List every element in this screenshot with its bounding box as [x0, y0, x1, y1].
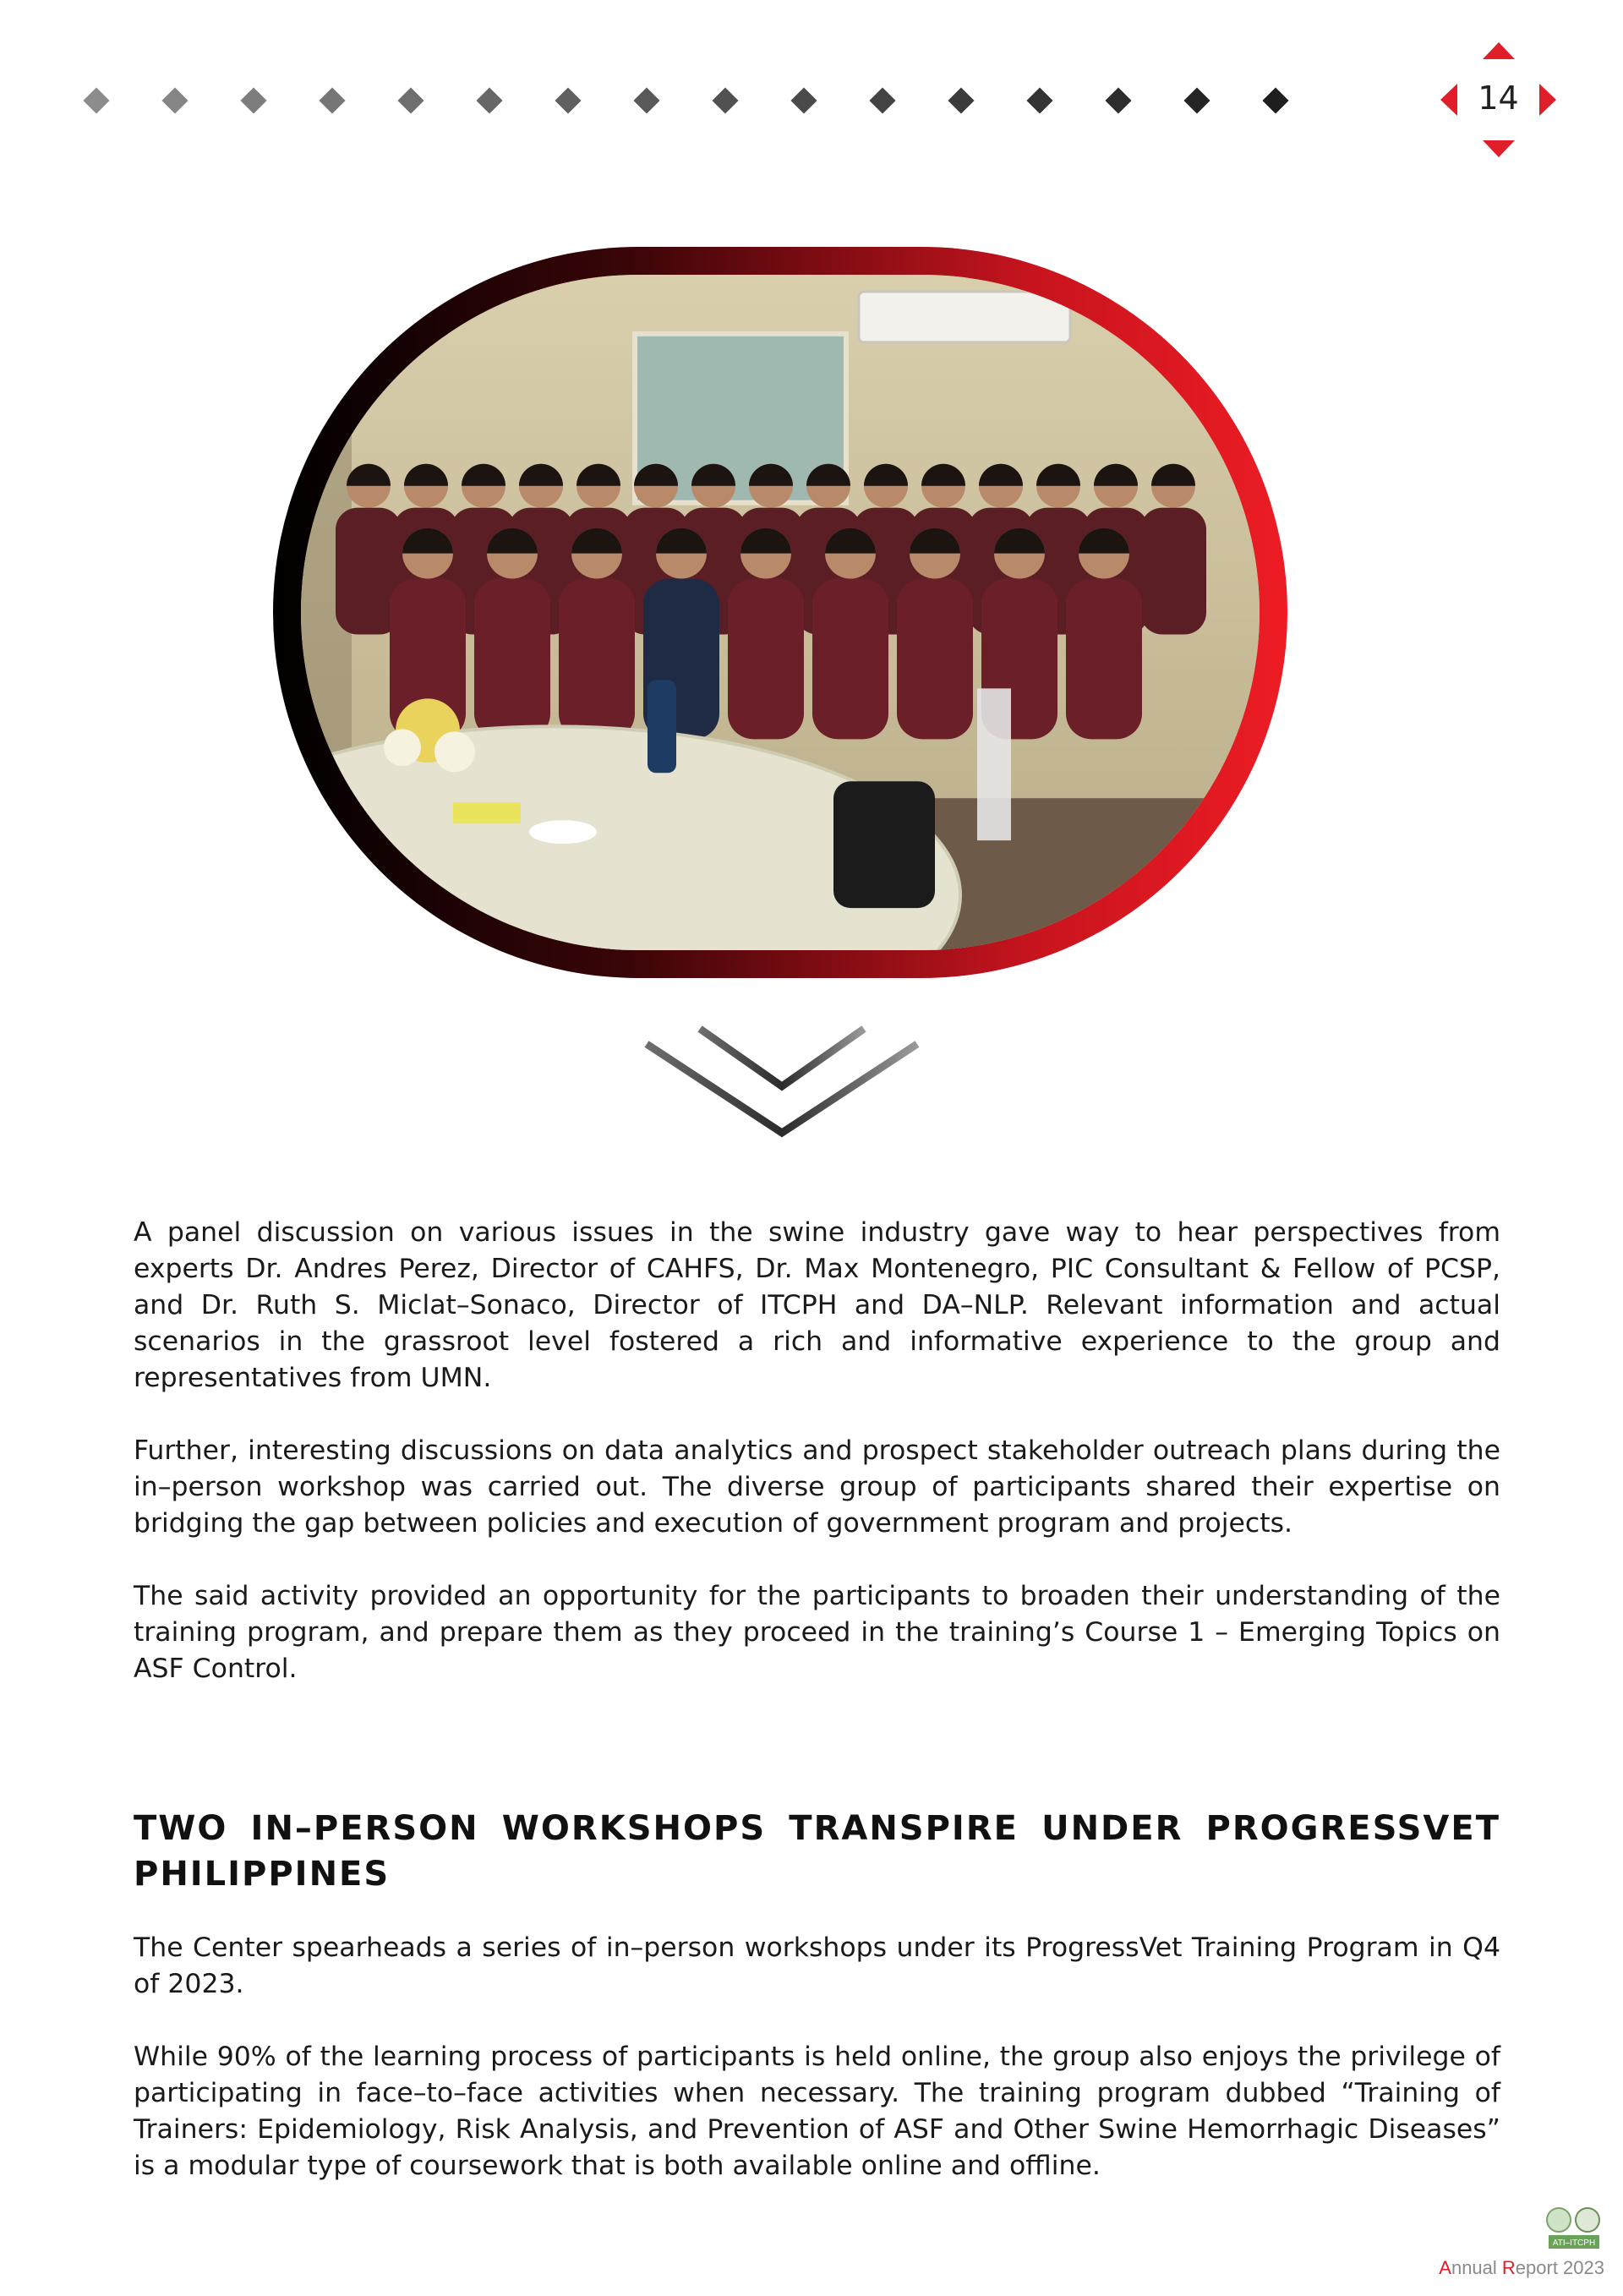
- paragraph-training-program: While 90% of the learning process of participants is held online, the group also enjoys the privilege of participating in face–to–face activities when necessary. The training program dubbed “Training of Trainers: Epidemiology, Risk Analysis, and Prevention of ASF and Other Swine Hemorrhagic Diseases” is a modular type of coursework that is both available online and offline.: [134, 2042, 1500, 2181]
- diamond-icon: [161, 87, 188, 113]
- arrow-down-icon: [1483, 140, 1515, 157]
- chevron-down-icon: [642, 1019, 921, 1141]
- person-body: [474, 579, 550, 740]
- report-word-rest: eport 2023: [1515, 2257, 1604, 2278]
- person-body: [728, 579, 804, 740]
- section-heading: TWO IN–PERSON WORKSHOPS TRANSPIRE UNDER PROGRESSVET PHILIPPINES: [134, 1809, 1500, 1894]
- report-letter-a: A: [1439, 2257, 1451, 2278]
- diamond-icon: [712, 87, 738, 113]
- paragraph-panel-discussion: A panel discussion on various issues in the swine industry gave way to hear perspectives from experts Dr. Andres Perez, Director of CAHFS, Dr. Max Montenegro, PIC Consultant & Fellow of PCSP, and Dr. Ruth S. Miclat–Sonaco, Director of ITCPH and DA–NLP. Relevant information and actual scenarios in the grassroot level fostered a rich and informative experience to the group and representatives from UMN.: [134, 1217, 1500, 1393]
- diamond-icon: [319, 87, 345, 113]
- person-body: [1140, 508, 1206, 635]
- group-photo-illustration: [301, 275, 1260, 950]
- page-number-navigator: [1437, 39, 1560, 161]
- decorative-diamond-row: [87, 85, 1287, 118]
- diamond-icon: [948, 87, 974, 113]
- organization-logos: [1540, 2206, 1608, 2253]
- person-body: [1066, 579, 1142, 740]
- diamond-icon: [555, 87, 581, 113]
- hero-photo-frame: [273, 247, 1287, 978]
- diamond-icon: [1262, 87, 1288, 113]
- arrow-up-icon: [1483, 42, 1515, 59]
- logo-text: ATI–ITCPH: [1552, 2239, 1596, 2248]
- diamond-icon: [83, 87, 109, 113]
- page-number: 14: [1478, 79, 1519, 117]
- diamond-icon: [790, 87, 817, 113]
- paragraph-workshop-series: The Center spearheads a series of in–person workshops under its ProgressVet Training Program in Q4 of 2023.: [134, 1932, 1500, 1999]
- paragraph-data-analytics: Further, interesting discussions on data analytics and prospect stakeholder outreach plans during the in–person workshop was carried out. The diverse group of participants shared their expertise on bridging the gap between policies and execution of government program and projects.: [134, 1435, 1500, 1539]
- paragraph-activity-opportunity: The said activity provided an opportunity for the participants to broaden their understanding of the training program, and prepare them as they proceed in the training’s Course 1 – Emerging Topics on ASF Control.: [134, 1581, 1500, 1684]
- diamond-icon: [240, 87, 266, 113]
- person-body: [559, 579, 635, 740]
- diamond-icon: [397, 87, 424, 113]
- diamond-icon: [1026, 87, 1052, 113]
- diamond-icon: [1183, 87, 1210, 113]
- person-body: [897, 579, 973, 740]
- diamond-icon: [1105, 87, 1131, 113]
- diamond-icon: [633, 87, 659, 113]
- diamond-icon: [869, 87, 895, 113]
- group-photo: [301, 275, 1260, 950]
- diamond-icon: [476, 87, 502, 113]
- arrow-right-icon: [1539, 84, 1556, 116]
- footer-report-title: [1439, 2257, 1604, 2279]
- report-letter-r: R: [1501, 2257, 1516, 2278]
- person-body: [812, 579, 888, 740]
- report-word-annual: nnual: [1451, 2257, 1502, 2278]
